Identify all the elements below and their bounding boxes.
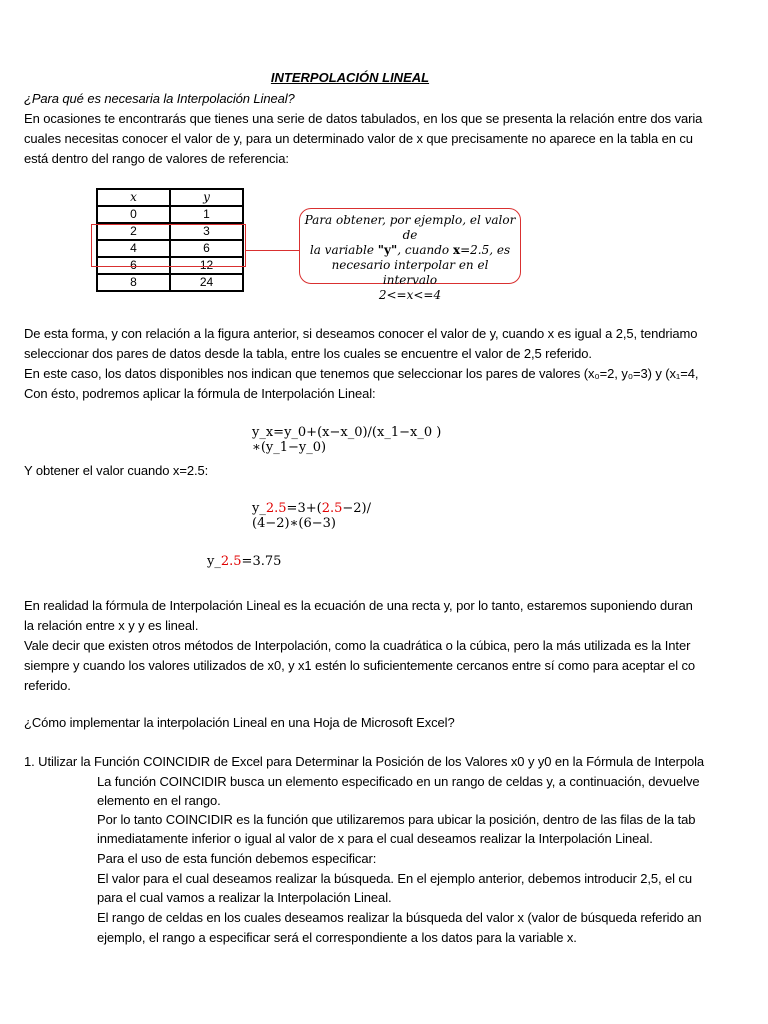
callout-line [303,243,517,258]
step-line: Por lo tanto COINCIDIR es la función que utilizaremos para ubicar la posición, dentro de las filas de la tab [97,812,696,827]
callout-line: 2<=x<=4 [378,288,442,302]
table-header-row [97,189,243,206]
table-cell: 4 [97,240,170,257]
question-text: ¿Cómo implementar la interpolación Lineal en una Hoja de Microsoft Excel? [24,715,455,730]
formula-line: ∗(y_1−y_0) [252,440,327,455]
formula-part: y_ [252,501,266,516]
formula-part: y_ [207,554,221,569]
callout-text: =2.5, es [460,243,511,257]
table-header: x [97,189,170,206]
intro-line: está dentro del rango de valores de referencia: [24,151,289,166]
table-cell: 24 [170,274,243,291]
table-cell: 1 [170,206,243,223]
step-line: elemento en el rango. [97,793,221,808]
page-title: INTERPOLACIÓN LINEAL [270,70,430,85]
conclusion-line: siempre y cuando los valores utilizados de x0, y x1 estén lo suficientemente cercanos entre sí como para aceptar el co [24,658,696,673]
callout-var: x [452,243,461,257]
callout-text: la variable [309,243,378,257]
step-line: El valor para el cual deseamos realizar la búsqueda. En el ejemplo anterior, debemos introducir 2,5, el cu [97,871,692,886]
formula-substituted-line2: (4−2)∗(6−3) [252,516,336,531]
body-line: seleccionar dos pares de datos desde la tabla, entre los cuales se encuentre el valor de 2,5 referido. [24,346,592,361]
table-row [97,274,243,291]
conclusion-line: En realidad la fórmula de Interpolación Lineal es la ecuación de una recta y, por lo tanto, estaremos suponiendo duran [24,598,693,613]
table-cell: 6 [170,240,243,257]
conclusion-line: referido. [24,678,71,693]
formula-line: y_x=y_0+(x−x_0)/(x_1−x_0 ) [252,425,442,440]
table-cell: 8 [97,274,170,291]
table-cell: 3 [170,223,243,240]
formula-highlight: 2.5 [265,501,287,516]
formula-highlight: 2.5 [220,554,242,569]
table-header: y [170,189,243,206]
step-line: La función COINCIDIR busca un elemento especificado en un rango de celdas y, a continuación, devuelve [97,774,700,789]
formula-substituted [252,501,371,516]
intro-line: En ocasiones te encontrarás que tienes una serie de datos tabulados, en los que se presenta la relación entre dos varia [24,111,703,126]
table-cell: 12 [170,257,243,274]
obtain-text: Y obtener el valor cuando x=2.5: [24,463,209,478]
callout-line: Para obtener, por ejemplo, el valor de [304,213,516,242]
callout-text: , cuando [397,243,453,257]
callout-connector [246,250,299,251]
table-cell: 0 [97,206,170,223]
step-heading: 1. Utilizar la Función COINCIDIR de Excel para Determinar la Posición de los Valores x0 y y0 en la Fórmula de Interpola [24,754,705,769]
body-line: En este caso, los datos disponibles nos indican que tenemos que seleccionar los pares de valores (x₀=2, y₀=3) y (x₁=4, [24,366,699,381]
step-line: inmediatamente inferior o igual al valor de x para el cual deseamos realizar la Interpolación Lineal. [97,831,653,846]
highlight-box [91,224,246,267]
step-line: ejemplo, el rango a especificar será el correspondiente a los datos para la variable x. [97,930,577,945]
formula-part: =3.75 [241,554,282,569]
step-line: Para el uso de esta función debemos especificar: [97,851,377,866]
callout-box [299,208,521,302]
table-cell: 2 [97,223,170,240]
callout-line: necesario interpolar en el intervalo [331,258,489,287]
callout-var: "y" [377,243,398,257]
conclusion-line: la relación entre x y y es lineal. [24,618,199,633]
table-cell: 6 [97,257,170,274]
step-line: para el cual vamos a realizar la Interpolación Lineal. [97,890,392,905]
formula-part: −2)/ [342,501,371,516]
formula-result [207,554,281,569]
step-line: El rango de celdas en los cuales deseamos realizar la búsqueda del valor x (valor de búsqueda referido an [97,910,702,925]
formula-highlight: 2.5 [321,501,343,516]
body-line: De esta forma, y con relación a la figura anterior, si deseamos conocer el valor de y, cuando x es igual a 2,5, tendriamo [24,326,698,341]
formula-part: =3+( [286,501,322,516]
body-line: Con ésto, podremos aplicar la fórmula de Interpolación Lineal: [24,386,376,401]
conclusion-line: Vale decir que existen otros métodos de Interpolación, como la cuadrática o la cúbica, pero la más utilizada es la Inter [24,638,691,653]
intro-line: cuales necesitas conocer el valor de y, para un determinado valor de x que precisamente no aparece en la tabla en cu [24,131,693,146]
subtitle: ¿Para qué es necesaria la Interpolación Lineal? [24,91,295,106]
table-row [97,206,243,223]
